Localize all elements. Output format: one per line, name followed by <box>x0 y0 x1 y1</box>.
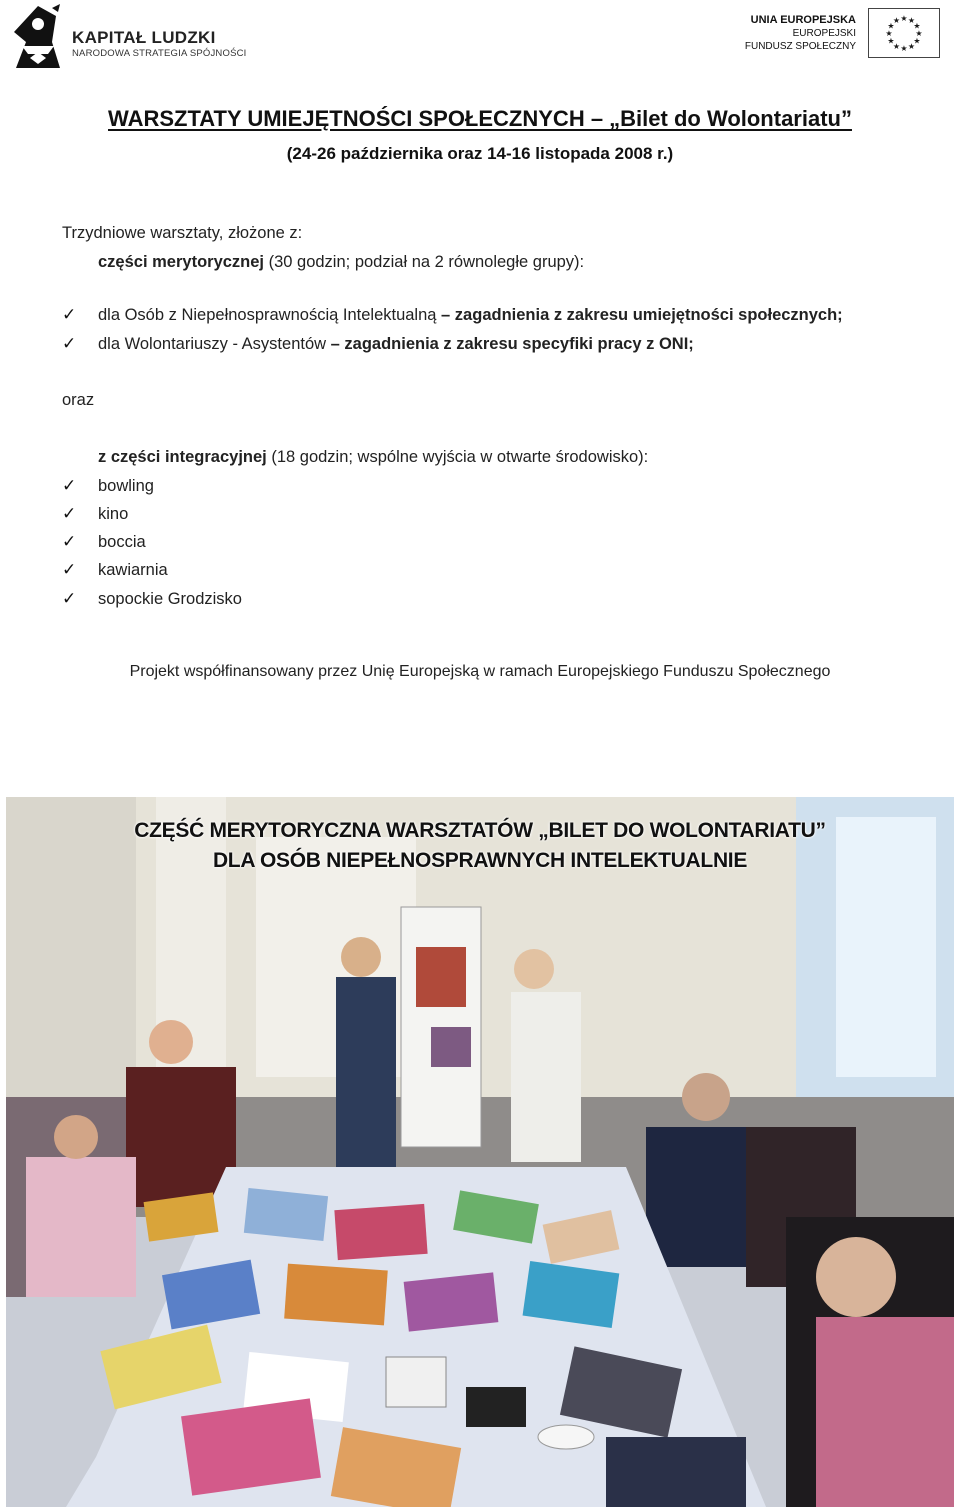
eu-flag-icon <box>868 8 940 58</box>
eu-star: ★ <box>907 42 916 51</box>
workshop-dates: (24-26 października oraz 14-16 listopada 2008 r.) <box>286 144 674 163</box>
checkmark-icon: ✓ <box>62 334 77 353</box>
part1-heading: części merytorycznej (30 godzin; podział na 2 równoległe grupy): <box>98 253 585 271</box>
eu-star: ★ <box>900 14 908 23</box>
eu-star: ★ <box>900 44 908 53</box>
photo-caption-line1: CZĘŚĆ MERYTORYCZNA WARSZTATÓW „BILET DO WOLONTARIATU” <box>134 819 826 842</box>
eu-star: ★ <box>892 42 901 51</box>
checkmark-icon: ✓ <box>62 560 77 579</box>
workshop-photo <box>6 797 954 1507</box>
eu-star: ★ <box>913 36 921 46</box>
list-item: boccia <box>98 533 146 551</box>
logo-title: KAPITAŁ LUDZKI <box>72 28 216 47</box>
eu-star: ★ <box>887 36 895 46</box>
eu-logo-line1: UNIA EUROPEJSKA <box>750 14 856 26</box>
list-item: dla Osób z Niepełnosprawnością Intelektualną – zagadnienia z zakresu umiejętności społecznych; <box>98 306 843 324</box>
eu-logo-line3: FUNDUSZ SPOŁECZNY <box>744 41 856 52</box>
checkmark-icon: ✓ <box>62 504 77 523</box>
list-item: dla Wolontariuszy - Asystentów – zagadnienia z zakresu specyfiki pracy z ONI; <box>98 335 694 353</box>
eu-logo-text <box>745 14 856 53</box>
workshop-photo-illustration <box>6 797 954 1507</box>
list-item: sopockie Grodzisko <box>98 590 242 608</box>
eu-star: ★ <box>885 29 893 38</box>
list-item: bowling <box>98 477 154 495</box>
eu-logo-line2: EUROPEJSKI <box>792 28 856 39</box>
part2-heading: z części integracyjnej (18 godzin; wspólne wyjścia w otwarte środowisko): <box>98 448 649 466</box>
eu-star: ★ <box>907 16 916 25</box>
checkmark-icon: ✓ <box>62 532 77 551</box>
page-title: WARSZTATY UMIEJĘTNOŚCI SPOŁECZNYCH – „Bilet do Wolontariatu” <box>108 106 852 131</box>
oraz-text: oraz <box>62 391 95 409</box>
eu-star: ★ <box>913 21 921 31</box>
eu-star: ★ <box>892 16 901 25</box>
human-capital-figure-icon <box>8 2 68 74</box>
list-item: kino <box>98 505 129 523</box>
checkmark-icon: ✓ <box>62 476 77 495</box>
eu-star: ★ <box>915 29 923 38</box>
eu-star: ★ <box>887 21 895 31</box>
checkmark-icon: ✓ <box>62 589 77 608</box>
logo-subtitle: NARODOWA STRATEGIA SPÓJNOŚCI <box>72 48 247 59</box>
photo-caption-line2: DLA OSÓB NIEPEŁNOSPRAWNYCH INTELEKTUALNIE <box>212 849 748 872</box>
kapital-ludzki-logo <box>8 2 247 74</box>
eu-social-fund-logo <box>744 6 940 62</box>
intro-text: Trzydniowe warsztaty, złożone z: <box>62 224 303 242</box>
funding-note: Projekt współfinansowany przez Unię Europejską w ramach Europejskiego Funduszu Społecznego <box>129 663 831 680</box>
checkmark-icon: ✓ <box>62 305 77 324</box>
list-item: kawiarnia <box>98 561 168 579</box>
